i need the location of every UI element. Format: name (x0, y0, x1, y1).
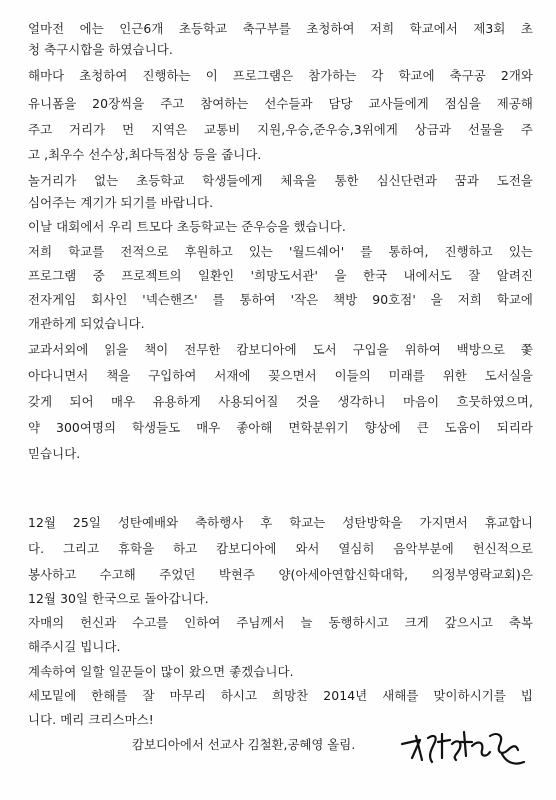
letter-line-1: 얼마전 에는 인근6개 초등학교 축구부를 초청하여 저희 학교에서 제3회 초 (28, 21, 533, 36)
letter-line-12: 전자게임 회사인 '넥슨핸즈' 를 통하여 '작은 책방 90호점' 을 저희 학교에 (28, 292, 533, 307)
letter-line-25: 계속하여 일할 일꾼들이 많이 왔으면 좋겠습니다. (28, 664, 294, 679)
letter-line-24: 해주시길 빕니다. (28, 639, 121, 654)
letter-line-26: 세모밑에 한해를 잘 마무리 하시고 희망찬 2014년 새해를 맞이하시기를 빕 (28, 688, 533, 703)
letter-line-4: 유니폼을 20장씩을 주고 참여하는 선수들과 담당 교사들에게 점심을 제공해 (28, 96, 533, 111)
letter-line-17: 약 300여명의 학생들도 매우 좋아해 면학분위기 향상에 큰 도움이 되리라 (28, 420, 533, 435)
letter-line-11: 프로그램 중 프로젝트의 일환인 '희망도서관' 을 한국 내에서도 잘 알려진 (28, 268, 533, 283)
letter-line-5: 주고 거리가 먼 지역은 교통비 지원,우승,준우승,3위에게 상금과 선물을 주 (28, 122, 533, 137)
letter-line-20: 다. 그리고 휴학을 하고 캄보디아에 와서 열심히 음악부분에 헌신적으로 (28, 541, 533, 556)
letter-line-21: 봉사하고 수고해 주었던 박현주 양(아세아연합신학대학, 의정부영락교회)은 (28, 567, 533, 582)
letter-line-3: 해마다 초청하여 진행하는 이 프로그램은 참가하는 각 학교에 축구공 2개와 (28, 68, 533, 83)
letter-line-13: 개관하게 되었습니다. (28, 316, 145, 331)
closing-text: 캄보디아에서 선교사 김철환,공혜영 올림. (132, 737, 356, 752)
letter-line-18: 믿습니다. (28, 446, 81, 461)
letter-line-23: 자매의 헌신과 수고를 인하여 주님께서 늘 동행하시고 크게 갚으시고 축복 (28, 615, 533, 630)
letter-line-14: 교과서외에 읽을 책이 전무한 캄보디아에 도서 구입을 위하여 백방으로 쫓 (28, 342, 533, 357)
letter-line-8: 심어주는 계기가 되기를 바랍니다. (28, 195, 214, 210)
letter-line-6: 고 ,최우수 선수상,최다득점상 등을 줍니다. (28, 147, 262, 162)
letter-line-22: 12월 30일 한국으로 돌아갑니다. (28, 591, 209, 606)
letter-line-9: 이날 대회에서 우리 트모다 초등학교는 준우승을 했습니다. (28, 219, 346, 234)
letter-line-15: 아다니면서 책을 구입하여 서재에 꽂으면서 이들의 미래를 위한 도서실을 (28, 368, 533, 383)
letter-line-16: 갖게 되어 매우 유용하게 사용되어질 것을 생각하니 마음이 흐뭇하였으며, (28, 394, 533, 409)
letter-line-27: 니다. 메리 크리스마스! (28, 712, 154, 727)
letter-line-7: 놀거리가 없는 초등학교 학생들에게 체육을 통한 심신단련과 꿈과 도전을 (28, 173, 533, 188)
handwritten-signature (398, 722, 528, 770)
letter-line-10: 저희 학교를 전적으로 후원하고 있는 '월드쉐어' 를 통하여, 진행하고 있는 (28, 244, 533, 259)
letter-line-2: 청 축구시합을 하였습니다. (28, 42, 173, 57)
letter-line-19: 12월 25일 성탄예배와 축하행사 후 학교는 성탄방학을 가지면서 휴교합니 (28, 515, 533, 530)
